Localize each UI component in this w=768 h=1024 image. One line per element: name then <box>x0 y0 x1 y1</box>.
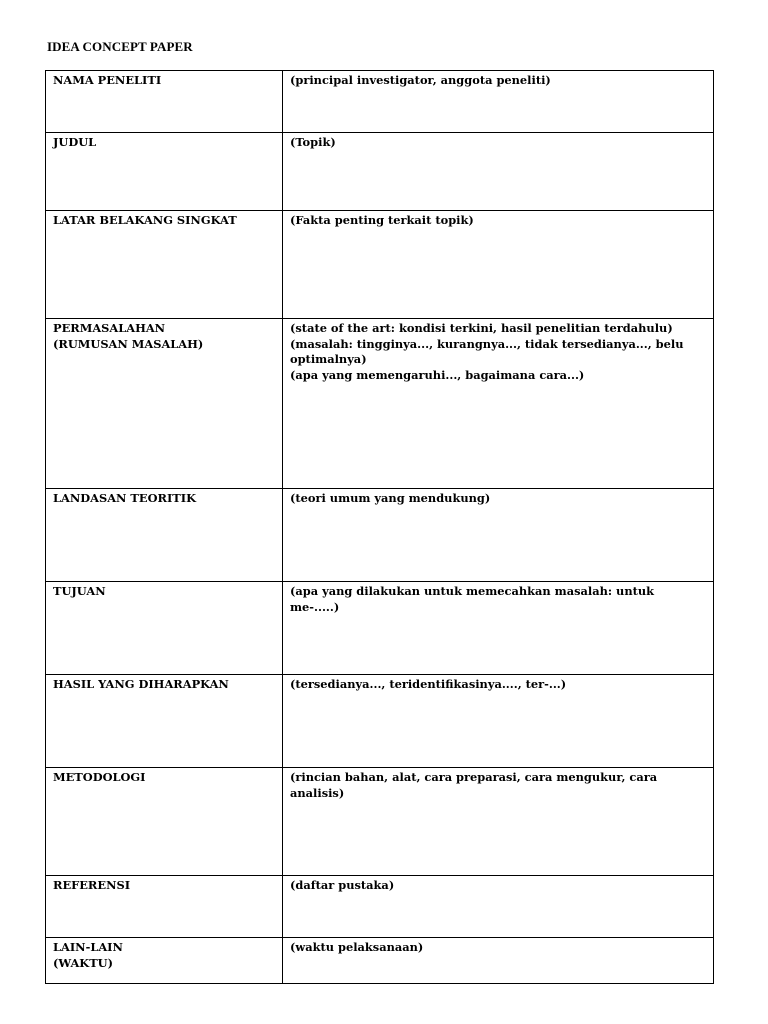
row-desc-referensi <box>283 876 714 938</box>
document-title: IDEA CONCEPT PAPER <box>47 39 193 54</box>
row-label-judul <box>46 133 283 211</box>
row-label-permasalahan <box>46 319 283 489</box>
desc-text: (Fakta penting terkait topik) <box>290 213 474 227</box>
row-desc-lain-lain <box>283 938 714 984</box>
concept-paper-form <box>45 70 714 984</box>
label-text: PERMASALAHAN <box>53 321 166 335</box>
row-label-nama-peneliti <box>46 71 283 133</box>
table-row <box>46 675 714 768</box>
label-text: HASIL YANG DIHARAPKAN <box>53 677 229 691</box>
row-label-latar-belakang <box>46 211 283 319</box>
label-text: (WAKTU) <box>53 955 113 970</box>
desc-text: (apa yang dilakukan untuk memecahkan masalah: untuk me-.....) <box>290 584 655 614</box>
table-row <box>46 582 714 675</box>
desc-text: (rincian bahan, alat, cara preparasi, cara mengukur, cara analisis) <box>290 770 658 800</box>
table-row <box>46 489 714 582</box>
row-label-lain-lain <box>46 938 283 984</box>
row-desc-permasalahan <box>283 319 714 489</box>
desc-text: (Topik) <box>290 135 336 149</box>
label-text: LATAR BELAKANG SINGKAT <box>53 213 237 227</box>
row-label-referensi <box>46 876 283 938</box>
label-text: NAMA PENELITI <box>53 73 162 87</box>
table-row <box>46 319 714 489</box>
row-desc-tujuan <box>283 582 714 675</box>
desc-text: (daftar pustaka) <box>290 878 395 892</box>
row-desc-nama-peneliti <box>283 71 714 133</box>
label-text: LAIN-LAIN <box>53 940 123 954</box>
row-desc-latar-belakang <box>283 211 714 319</box>
table-row <box>46 938 714 984</box>
desc-text: (state of the art: kondisi terkini, hasil penelitian terdahulu) <box>290 321 673 335</box>
label-text: (RUMUSAN MASALAH) <box>53 336 204 351</box>
label-text: METODOLOGI <box>53 770 146 784</box>
row-desc-metodologi <box>283 768 714 876</box>
row-desc-landasan-teoritik <box>283 489 714 582</box>
desc-text: (teori umum yang mendukung) <box>290 491 491 505</box>
desc-text: (tersedianya..., teridentifikasinya...., ter-...) <box>290 677 567 691</box>
row-label-metodologi <box>46 768 283 876</box>
row-desc-hasil <box>283 675 714 768</box>
table-row <box>46 133 714 211</box>
label-text: LANDASAN TEORITIK <box>53 491 196 505</box>
table-row <box>46 876 714 938</box>
row-desc-judul <box>283 133 714 211</box>
desc-text: (waktu pelaksanaan) <box>290 940 424 954</box>
label-text: REFERENSI <box>53 878 131 892</box>
table-row <box>46 768 714 876</box>
label-text: TUJUAN <box>53 584 106 598</box>
desc-text: (apa yang memengaruhi..., bagaimana cara...) <box>290 367 585 382</box>
row-label-hasil <box>46 675 283 768</box>
row-label-tujuan <box>46 582 283 675</box>
table-row <box>46 211 714 319</box>
desc-text: (principal investigator, anggota peneliti) <box>290 73 551 87</box>
table-row <box>46 71 714 133</box>
desc-text: (masalah: tingginya..., kurangnya..., tidak tersedianya..., belu optimalnya) <box>290 336 684 366</box>
label-text: JUDUL <box>53 135 97 149</box>
row-label-landasan-teoritik <box>46 489 283 582</box>
